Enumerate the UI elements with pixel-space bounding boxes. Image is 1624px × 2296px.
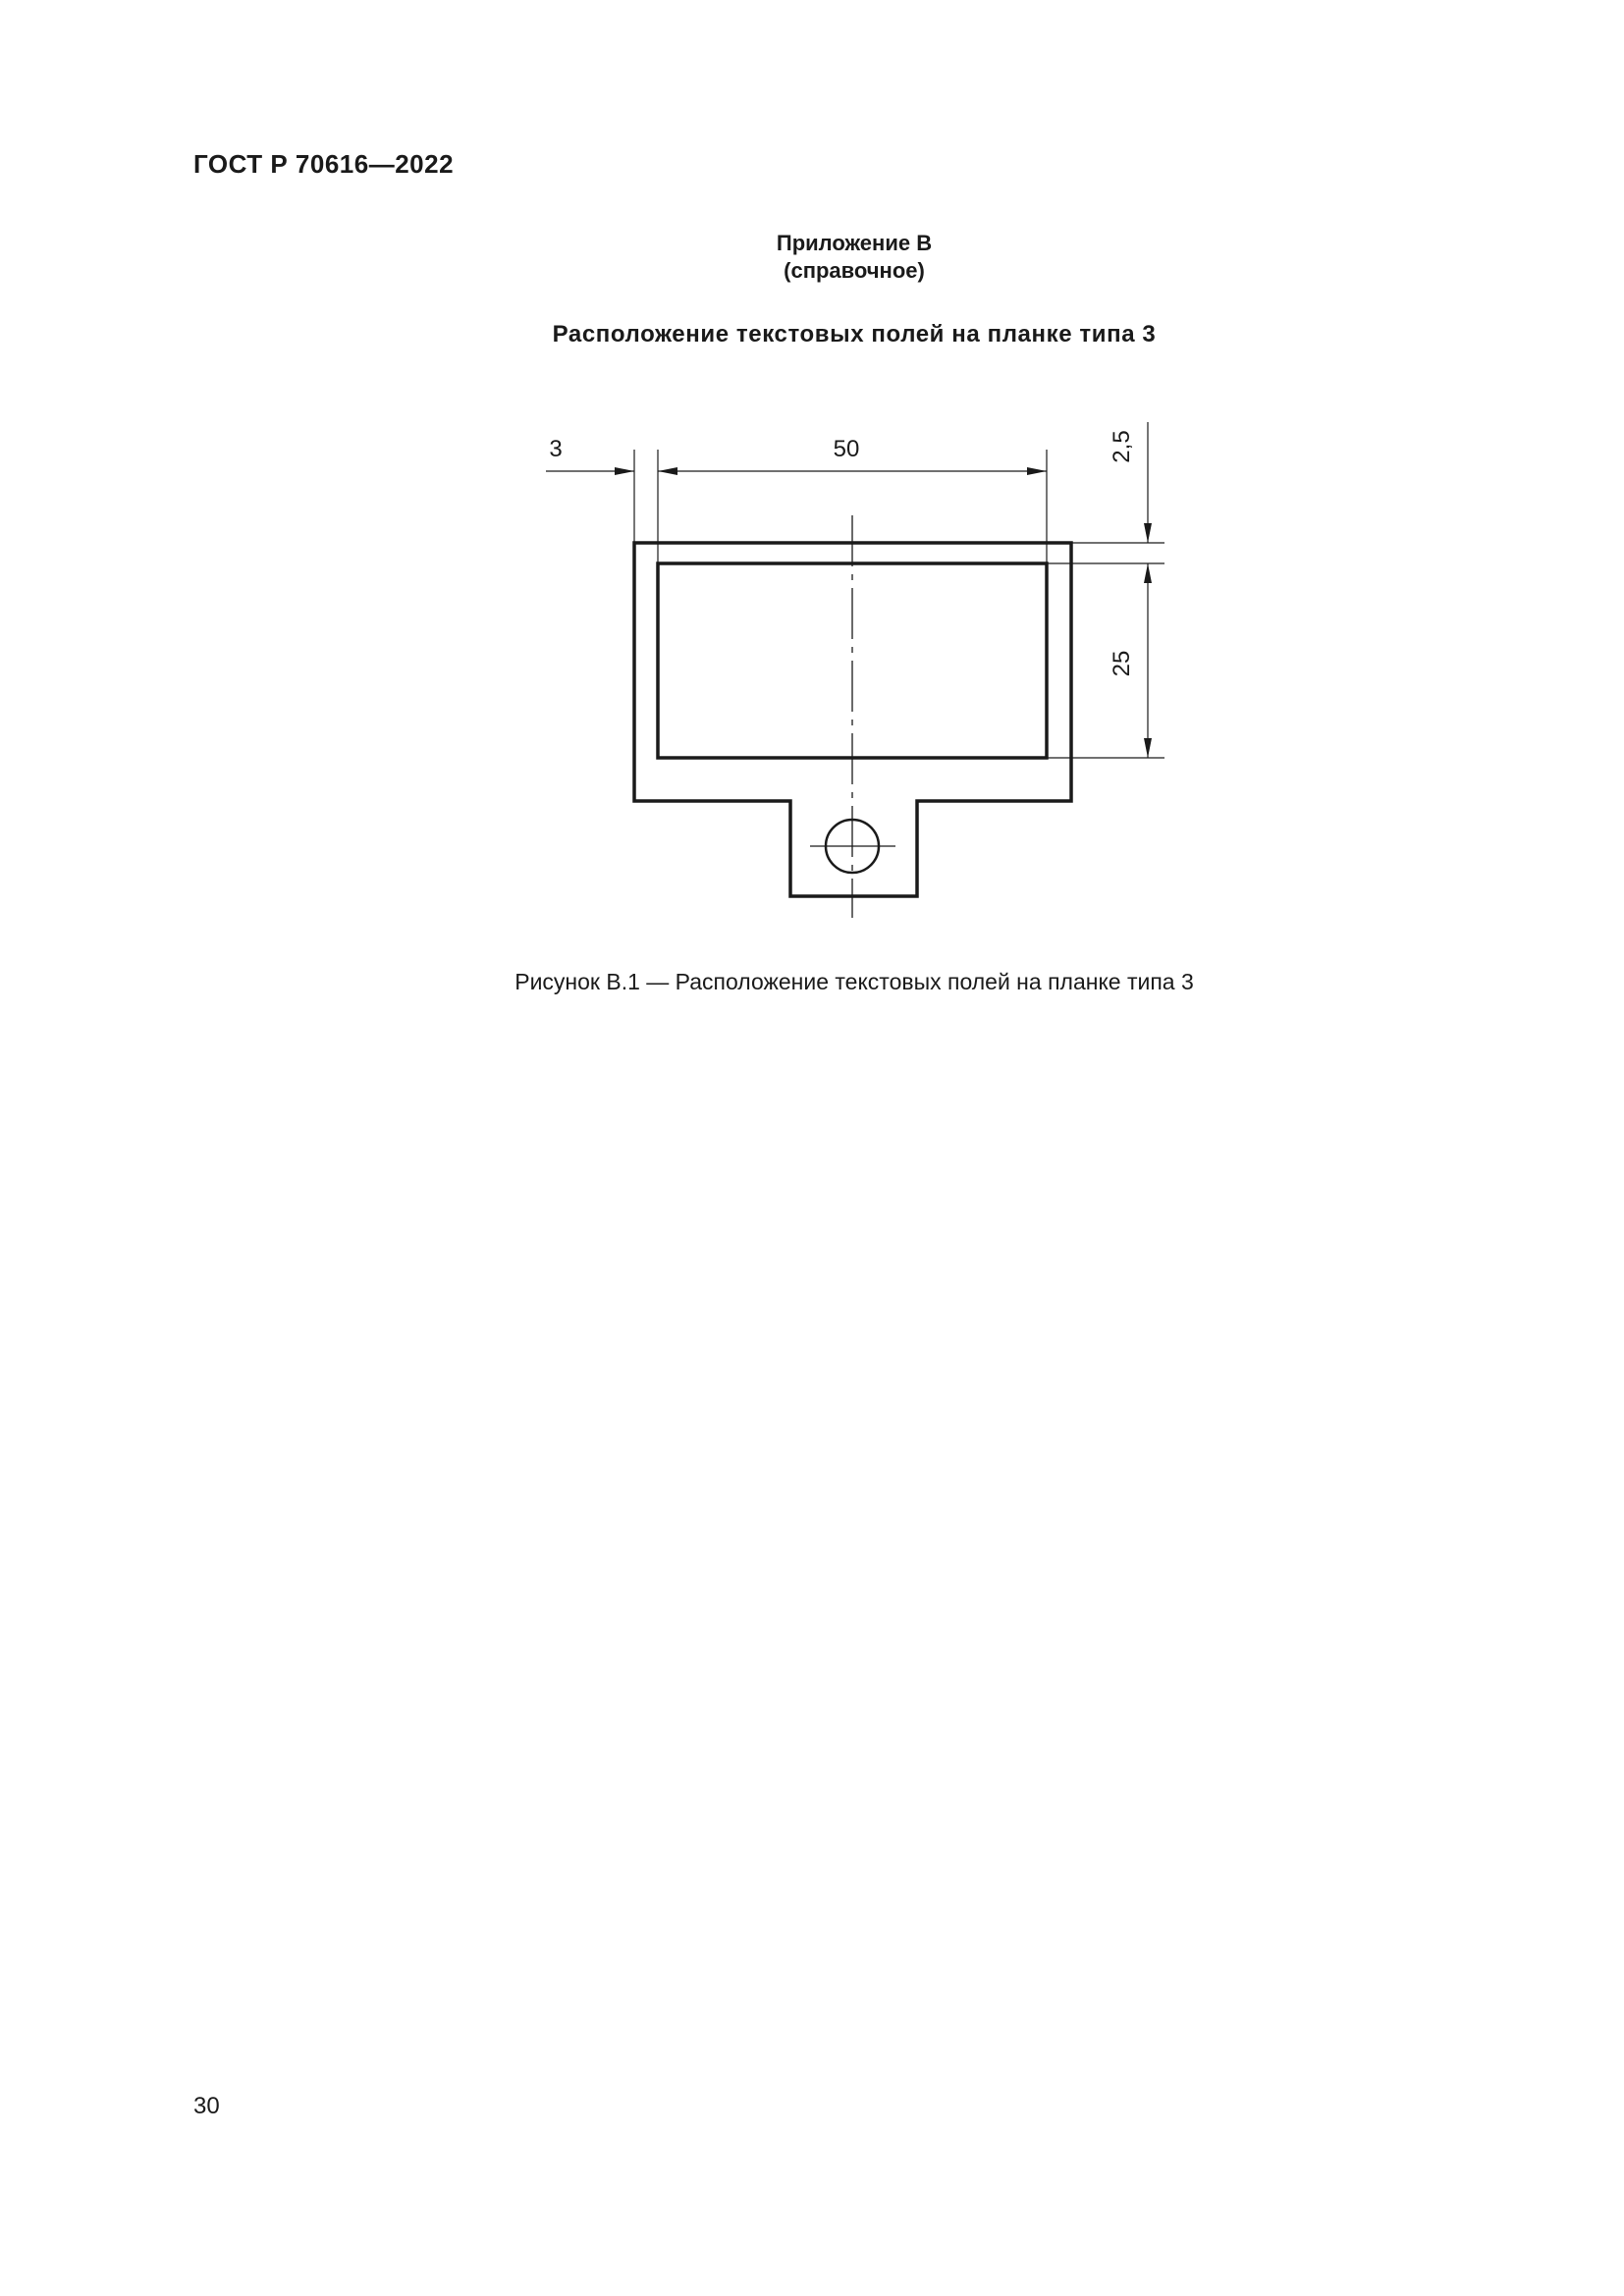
dimension-height-label: 25 — [1109, 650, 1135, 677]
page-number: 30 — [193, 2093, 220, 2119]
document-standard-code: ГОСТ Р 70616—2022 — [193, 149, 455, 179]
appendix-title: Расположение текстовых полей на планке типа 3 — [552, 321, 1157, 347]
dimension-top-offset-label: 2,5 — [1109, 430, 1135, 463]
appendix-label: Приложение В — [776, 231, 933, 255]
dimension-width-label: 50 — [833, 436, 860, 462]
dimension-margin-label: 3 — [549, 436, 563, 462]
appendix-status: (справочное) — [784, 258, 925, 283]
figure-caption: Рисунок В.1 — Расположение текстовых полей на планке типа 3 — [514, 969, 1194, 994]
